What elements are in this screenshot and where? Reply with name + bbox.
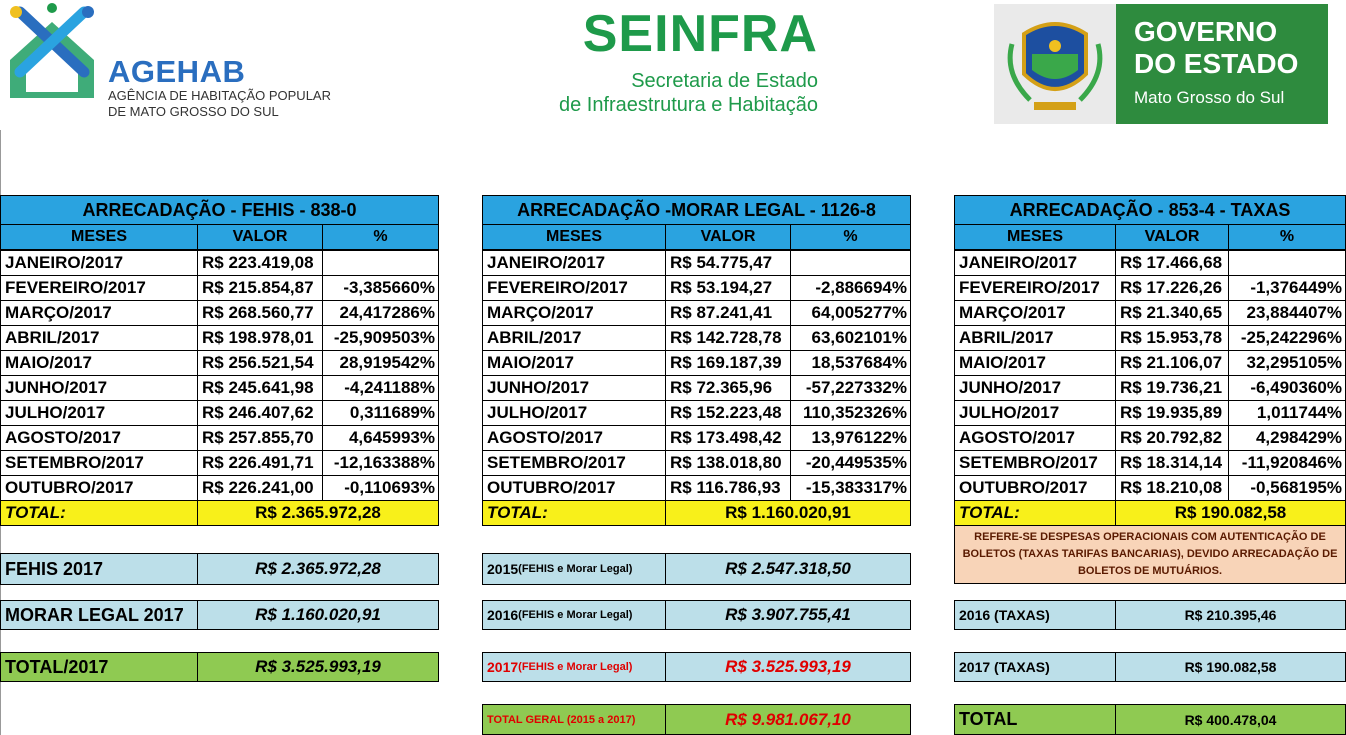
pct-cell: 110,352326%	[790, 400, 911, 426]
pct-cell: -25,909503%	[322, 325, 439, 351]
pct-cell: 4,298429%	[1228, 425, 1346, 451]
state-crest-icon	[994, 4, 1116, 124]
pct-cell: 13,976122%	[790, 425, 911, 451]
year-2015-label	[482, 553, 666, 585]
total-label: TOTAL:	[482, 500, 666, 526]
month-cell: JUNHO/2017	[482, 375, 666, 401]
month-cell: SETEMBRO/2017	[0, 450, 198, 476]
agehab-mark-icon	[2, 2, 102, 102]
value-cell: R$ 226.241,00	[197, 475, 323, 501]
value-cell: R$ 18.210,08	[1115, 475, 1229, 501]
gov-line2: DO ESTADO	[1134, 48, 1299, 79]
morar-legal-2017-label: MORAR LEGAL 2017	[0, 600, 198, 630]
value-cell: R$ 152.223,48	[665, 400, 791, 426]
pct-cell: -1,376449%	[1228, 275, 1346, 301]
value-cell: R$ 19.736,21	[1115, 375, 1229, 401]
month-cell: MARÇO/2017	[954, 300, 1116, 326]
month-cell: MAIO/2017	[954, 350, 1116, 376]
taxas-2016-label: 2016 (TAXAS)	[954, 600, 1116, 630]
month-cell: JANEIRO/2017	[482, 250, 666, 276]
pct-cell: 0,311689%	[322, 400, 439, 426]
month-cell: AGOSTO/2017	[482, 425, 666, 451]
value-cell: R$ 198.978,01	[197, 325, 323, 351]
month-cell: ABRIL/2017	[954, 325, 1116, 351]
pct-cell: -11,920846%	[1228, 450, 1346, 476]
month-cell: MARÇO/2017	[0, 300, 198, 326]
month-cell: AGOSTO/2017	[954, 425, 1116, 451]
month-cell: ABRIL/2017	[0, 325, 198, 351]
total-value: R$ 1.160.020,91	[665, 500, 911, 526]
pct-cell	[1228, 250, 1346, 276]
pct-cell: -0,568195%	[1228, 475, 1346, 501]
month-cell: SETEMBRO/2017	[954, 450, 1116, 476]
pct-cell: 1,011744%	[1228, 400, 1346, 426]
total-geral-label: TOTAL GERAL (2015 a 2017)	[482, 704, 666, 735]
month-cell: FEVEREIRO/2017	[954, 275, 1116, 301]
pct-cell: -4,241188%	[322, 375, 439, 401]
year-2017: 2017	[487, 659, 519, 675]
value-cell: R$ 257.855,70	[197, 425, 323, 451]
month-cell: FEVEREIRO/2017	[482, 275, 666, 301]
month-cell: JUNHO/2017	[0, 375, 198, 401]
pct-cell: -2,886694%	[790, 275, 911, 301]
pct-cell: 4,645993%	[322, 425, 439, 451]
pct-cell: -15,383317%	[790, 475, 911, 501]
value-cell: R$ 223.419,08	[197, 250, 323, 276]
year-2016: 2016	[487, 607, 519, 623]
pct-cell	[790, 250, 911, 276]
pct-cell: -12,163388%	[322, 450, 439, 476]
value-cell: R$ 246.407,62	[197, 400, 323, 426]
fehis-2017-value: R$ 2.365.972,28	[197, 553, 439, 585]
year-2015: 2015	[487, 561, 519, 577]
pct-cell: 23,884407%	[1228, 300, 1346, 326]
agehab-logo	[2, 2, 362, 120]
seinfra-title: SEINFRA	[582, 5, 818, 63]
col-header-pct: %	[790, 224, 911, 250]
col-header-meses: MESES	[0, 224, 198, 250]
agehab-sub-line1: AGÊNCIA DE HABITAÇÃO POPULAR	[108, 88, 331, 103]
page-header	[0, 0, 1346, 130]
morar-legal-2017-value: R$ 1.160.020,91	[197, 600, 439, 630]
pct-cell: -20,449535%	[790, 450, 911, 476]
pct-cell: 63,602101%	[790, 325, 911, 351]
month-cell: OUTUBRO/2017	[954, 475, 1116, 501]
month-cell: OUTUBRO/2017	[0, 475, 198, 501]
month-cell: AGOSTO/2017	[0, 425, 198, 451]
value-cell: R$ 142.728,78	[665, 325, 791, 351]
year-2017-value: R$ 3.525.993,19	[665, 652, 911, 682]
year-2016-note: (FEHIS e Morar Legal)	[518, 609, 633, 621]
value-cell: R$ 19.935,89	[1115, 400, 1229, 426]
value-cell: R$ 54.775,47	[665, 250, 791, 276]
month-cell: JANEIRO/2017	[0, 250, 198, 276]
value-cell: R$ 173.498,42	[665, 425, 791, 451]
month-cell: JULHO/2017	[0, 400, 198, 426]
value-cell: R$ 256.521,54	[197, 350, 323, 376]
value-cell: R$ 215.854,87	[197, 275, 323, 301]
pct-cell: -0,110693%	[322, 475, 439, 501]
month-cell: ABRIL/2017	[482, 325, 666, 351]
table-title: ARRECADAÇÃO - FEHIS - 838-0	[0, 195, 439, 225]
col-header-valor: VALOR	[1115, 224, 1229, 250]
pct-cell: 24,417286%	[322, 300, 439, 326]
total-2017-value: R$ 3.525.993,19	[197, 652, 439, 682]
table-title: ARRECADAÇÃO - 853-4 - TAXAS	[954, 195, 1346, 225]
value-cell: R$ 138.018,80	[665, 450, 791, 476]
col-header-pct: %	[322, 224, 439, 250]
governo-green-box	[1116, 4, 1328, 124]
taxas-total-label: TOTAL	[954, 704, 1116, 735]
seinfra-line2: de Infraestrutura e Habitação	[558, 94, 818, 116]
pct-cell: -57,227332%	[790, 375, 911, 401]
month-cell: JULHO/2017	[954, 400, 1116, 426]
total-value: R$ 190.082,58	[1115, 500, 1346, 526]
month-cell: FEVEREIRO/2017	[0, 275, 198, 301]
pct-cell: -6,490360%	[1228, 375, 1346, 401]
year-2017-label	[482, 652, 666, 682]
total-label: TOTAL:	[0, 500, 198, 526]
value-cell: R$ 245.641,98	[197, 375, 323, 401]
gov-line3: Mato Grosso do Sul	[1134, 88, 1285, 107]
taxas-2016-value: R$ 210.395,46	[1115, 600, 1346, 630]
seinfra-line1: Secretaria de Estado	[631, 70, 818, 92]
month-cell: JUNHO/2017	[954, 375, 1116, 401]
total-geral-value: R$ 9.981.067,10	[665, 704, 911, 735]
governo-logo	[994, 4, 1328, 124]
total-label: TOTAL:	[954, 500, 1116, 526]
taxas-note: REFERE-SE DESPESAS OPERACIONAIS COM AUTENTICAÇÃO DE BOLETOS (TAXAS TARIFAS BANCARIAS), DEVIDO ARRECADAÇÃO DE BOLETOS DE MUTUÁRIOS.	[954, 525, 1346, 584]
col-header-valor: VALOR	[197, 224, 323, 250]
value-cell: R$ 15.953,78	[1115, 325, 1229, 351]
pct-cell: 32,295105%	[1228, 350, 1346, 376]
taxas-2017-label: 2017 (TAXAS)	[954, 652, 1116, 682]
total-2017-label: TOTAL/2017	[0, 652, 198, 682]
value-cell: R$ 87.241,41	[665, 300, 791, 326]
pct-cell	[322, 250, 439, 276]
total-value: R$ 2.365.972,28	[197, 500, 439, 526]
fehis-2017-label: FEHIS 2017	[0, 553, 198, 585]
agehab-subtitle	[108, 88, 331, 120]
year-2016-label	[482, 600, 666, 630]
month-cell: JANEIRO/2017	[954, 250, 1116, 276]
month-cell: OUTUBRO/2017	[482, 475, 666, 501]
col-header-meses: MESES	[954, 224, 1116, 250]
year-2017-note: (FEHIS e Morar Legal)	[518, 661, 633, 673]
pct-cell: 64,005277%	[790, 300, 911, 326]
month-cell: MARÇO/2017	[482, 300, 666, 326]
col-header-meses: MESES	[482, 224, 666, 250]
month-cell: JULHO/2017	[482, 400, 666, 426]
year-2015-value: R$ 2.547.318,50	[665, 553, 911, 585]
month-cell: SETEMBRO/2017	[482, 450, 666, 476]
value-cell: R$ 53.194,27	[665, 275, 791, 301]
col-header-pct: %	[1228, 224, 1346, 250]
pct-cell: -3,385660%	[322, 275, 439, 301]
value-cell: R$ 20.792,82	[1115, 425, 1229, 451]
year-2016-value: R$ 3.907.755,41	[665, 600, 911, 630]
col-header-valor: VALOR	[665, 224, 791, 250]
pct-cell: 28,919542%	[322, 350, 439, 376]
pct-cell: 18,537684%	[790, 350, 911, 376]
value-cell: R$ 72.365,96	[665, 375, 791, 401]
taxas-2017-value: R$ 190.082,58	[1115, 652, 1346, 682]
value-cell: R$ 226.491,71	[197, 450, 323, 476]
month-cell: MAIO/2017	[0, 350, 198, 376]
table-title: ARRECADAÇÃO -MORAR LEGAL - 1126-8	[482, 195, 911, 225]
value-cell: R$ 21.340,65	[1115, 300, 1229, 326]
gov-line1: GOVERNO	[1134, 16, 1278, 47]
value-cell: R$ 169.187,39	[665, 350, 791, 376]
value-cell: R$ 17.226,26	[1115, 275, 1229, 301]
pct-cell: -25,242296%	[1228, 325, 1346, 351]
month-cell: MAIO/2017	[482, 350, 666, 376]
value-cell: R$ 18.314,14	[1115, 450, 1229, 476]
value-cell: R$ 17.466,68	[1115, 250, 1229, 276]
value-cell: R$ 268.560,77	[197, 300, 323, 326]
agehab-name: AGEHAB	[108, 54, 246, 89]
year-2015-note: (FEHIS e Morar Legal)	[518, 563, 633, 575]
agehab-sub-line2: DE MATO GROSSO DO SUL	[108, 104, 279, 119]
taxas-total-value: R$ 400.478,04	[1115, 704, 1346, 735]
value-cell: R$ 116.786,93	[665, 475, 791, 501]
seinfra-logo	[500, 4, 820, 124]
value-cell: R$ 21.106,07	[1115, 350, 1229, 376]
